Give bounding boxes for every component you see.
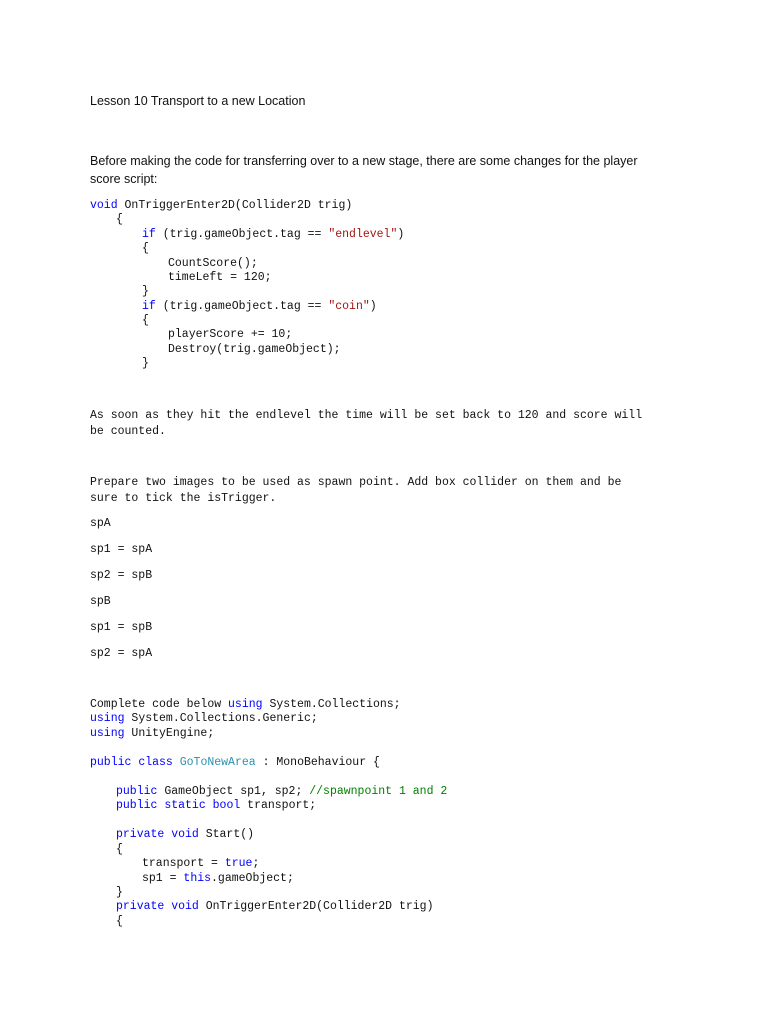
intro-paragraph: Before making the code for transferring over to a new stage, there are some changes for the player score script: bbox=[90, 154, 638, 186]
code-line: timeLeft = 120; bbox=[168, 271, 272, 284]
code-line: transport = true; bbox=[142, 857, 260, 870]
code-line: playerScore += 10; bbox=[168, 328, 293, 341]
code-line: sp1 = this.gameObject; bbox=[142, 872, 294, 885]
code-line: private void OnTriggerEnter2D(Collider2D trig) bbox=[116, 900, 434, 913]
spawn-line: sp1 = spB bbox=[90, 621, 153, 634]
code-line: public class GoToNewArea : MonoBehaviour { bbox=[90, 756, 380, 769]
code-line: using System.Collections.Generic; bbox=[90, 712, 318, 725]
code-line: { bbox=[142, 242, 149, 255]
code-line: } bbox=[142, 357, 149, 370]
code-line: public GameObject sp1, sp2; //spawnpoint 1 and 2 bbox=[116, 785, 448, 798]
spawn-line: spB bbox=[90, 595, 111, 608]
code-line: void OnTriggerEnter2D(Collider2D trig) bbox=[90, 199, 353, 212]
code-line: { bbox=[116, 843, 123, 856]
code-line: } bbox=[142, 285, 149, 298]
note-endlevel: As soon as they hit the endlevel the time will be set back to 120 and score will be counted. bbox=[90, 409, 643, 438]
code-line: } bbox=[116, 886, 123, 899]
document-page bbox=[90, 0, 690, 1024]
code-line: CountScore(); bbox=[168, 257, 258, 270]
code-line: if (trig.gameObject.tag == "endlevel") bbox=[142, 228, 405, 241]
code-line: using UnityEngine; bbox=[90, 727, 215, 740]
spawn-line: sp2 = spB bbox=[90, 569, 153, 582]
code-line: Destroy(trig.gameObject); bbox=[168, 343, 341, 356]
code-line: { bbox=[116, 915, 123, 928]
code-line: { bbox=[116, 213, 123, 226]
code-line: if (trig.gameObject.tag == "coin") bbox=[142, 300, 377, 313]
note-spawn-points: Prepare two images to be used as spawn point. Add box collider on them and be sure to tick the isTrigger. bbox=[90, 476, 622, 505]
spawn-line: spA bbox=[90, 517, 111, 530]
code-line: private void Start() bbox=[116, 828, 255, 841]
code-line: Complete code below using System.Collections; bbox=[90, 698, 401, 711]
page-title: Lesson 10 Transport to a new Location bbox=[90, 94, 306, 108]
spawn-line: sp2 = spA bbox=[90, 647, 153, 660]
code-line: { bbox=[142, 314, 149, 327]
spawn-line: sp1 = spA bbox=[90, 543, 153, 556]
code-line: public static bool transport; bbox=[116, 799, 317, 812]
